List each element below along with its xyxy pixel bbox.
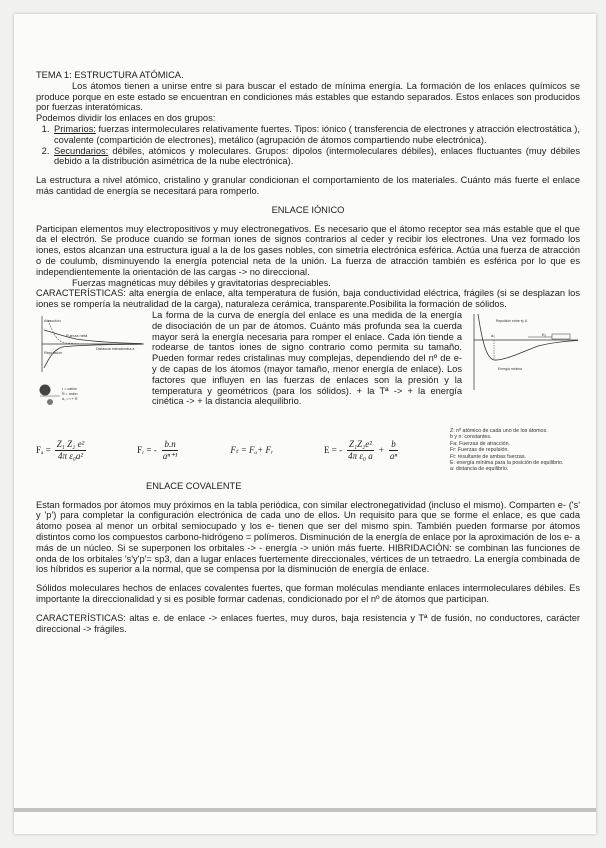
formula-e-den2: aⁿ [389,450,398,461]
formula-fr [137,439,179,462]
formula-row [36,428,580,473]
ionic-characteristics: CARACTERÍSTICAS: alta energía de enlace, alta temperatura de fusión, baja conductividad eléctrica, frágiles (si se desplazan los iones se rompería la neutralidad de la carga), naturaleza cerámica, transparente.Posibilita la formación de sólidos. [36,288,580,310]
ionic-paragraph-1: Participan elementos muy electropositivos y muy electronegativos. Es necesario que el átomo receptor sea más estable que el que da el electrón. Se produce cuando se forman iones de signos contrarios al ceder y recibir los electrones. Una vez formado los iones, estos alcanzan una estructura igual a la de los gases nobles, con simetría electrónica esférica. Actúa una fuerza de atracción o de coulumb, disminuyendo la energía potencial neta de la unión. La fuerza de atracción también es esférica por lo que es independientemente la orientación de las cargas -> no direccional. [36,223,580,277]
figure-label-net-force: Fuerza neta [66,332,88,338]
group-text: fuerzas intermoleculares relativamente fuertes. Tipos: iónico ( transferencia de electrones y atracción electrostática ), covalente (compartición de electrones), metálico (agrupación de átomos compartiendo nube electrónica). [54,123,580,145]
document-body [36,70,580,634]
formula-fr-lhs: Fᵣ = - [137,444,157,455]
covalent-paragraph-2: Sólidos moleculares hechos de enlaces covalentes fuertes, que forman moléculas mendiante enlaces intermoleculares débiles. Es importante la direccionalidad y si es posible formar cadenas, condicionado por el nº de átomos que participan. [36,583,580,604]
formula-ft [230,445,273,456]
formula-ft-text: Fₜ = Fₐ+ Fᵣ [230,444,274,455]
legend-line: a: distancia de equilibrio. [449,466,509,473]
formula-fr-den: aⁿ⁺¹ [162,450,178,461]
legend-sum: a₀ = r + R [62,396,78,401]
page-title: TEMA 1: ESTRUCTURA ATÓMICA. [36,70,184,80]
formula-fr-num: b.n [164,439,176,450]
legend-line: Z: nº atómico de cada uno de los átomos. [449,427,548,434]
bottom-divider [14,808,596,812]
energy-label-a0: a₀ [491,332,495,338]
covalent-characteristics: CARACTERÍSTICAS: altas e. de enlace -> enlaces fuertes, muy duros, baja resistencia y Tª de fusión, no conductores, carácter direccional -> frágiles. [36,612,580,634]
list-item [52,146,580,168]
structure-paragraph: La estructura a nivel atómico, cristalino y granular condicionan el comportamiento de los materiales. Cuánto más fuerte el enlace más cantidad de energía se necesitará para romperlo. [36,175,580,196]
covalent-heading: ENLACE COVALENTE [146,480,242,491]
cation-circle [47,399,53,405]
groups-list [36,124,580,167]
formula-e-den: 4π ε₀ a [348,450,373,461]
group-label: Primarios: [54,123,96,134]
formula-fa-num: Z₁ Z₂ e² [56,439,85,450]
ionic-energy-paragraph: La forma de la curva de energía del enlace es una medida de la energía de disociación de un par de átomos. Cuánto más profunda sea la cuerda mayor será la energía necesaria para romper el enlace. Cada ión tiende a rodearse de tantos iones de signo contrario como permita su tamaño. Pueden formar redes cristalinas muy complejas, dependiendo del nº de e- y de capas de los átomos (mayor tamaño, menor energía de enlace). Los factores que influyen en las fuerzas de enlaces son la presión y la temperatura y geométricos (para los sólidos). + la Tª -> + la energía cinética -> + la distancia alequilibrio. [152,309,462,407]
figure-label-distance: Distancia interatómica a [96,346,135,351]
formula-fa-den: 4π ε₀a² [57,450,84,461]
ionic-paragraph-2: Fuerzas magnéticas muy débiles y gravitatorias despreciables. [72,277,331,288]
formula-e [324,439,399,462]
legend-line: Ft: resultante de ambas fuerzas. [449,453,526,460]
energy-label-e0: E₀ [542,331,547,337]
formula-e-lhs: E = - [324,444,343,455]
ionic-figure-row [36,310,580,418]
legend-line: E: energía mínima para la posición de equilibrio. [449,459,564,466]
formula-e-num2: b [391,439,396,450]
formula-fa [36,439,86,462]
anion-circle [40,384,51,395]
legend-line: Fa: Fuerzas de atracción. [449,440,511,447]
document-page [14,14,596,834]
force-curve-figure [36,310,146,418]
intro-paragraph: Los átomos tienen a unirse entre si para buscar el estado de mínima energía. La formación de los enlaces químicos se produce porque en este estado se encuentran en condiciones más estables que estando separados. Estos enlaces son producidos por fuerzas interatómicas. [36,80,580,113]
legend-anion: R = anión [62,391,78,396]
energy-curve-figure [468,310,580,396]
groups-intro: Podemos dividir los enlaces en dos grupos: [36,113,216,124]
legend-cation: r = catión [62,386,77,391]
legend-line: b y n: constantes. [449,434,492,441]
group-label: Secundarios: [54,145,109,156]
formula-e-num: Z₁Z₂e² [348,439,372,450]
covalent-paragraph-1: Estan formados por átomos muy próximos en la tabla periódica, con similar electronegatividad (incluso el mismo). Comparten e- ('s' y 'p') para completar la configuración electrónica de cada uno de ellos. Un requisito para que se forme el enlace, es que cada átomo posea al menor un orbital semiocupado y los e- tienen que ser del mismo spin. También pueden formarse por átomos distintos como los compuestos carbono-hidrógeno = polímeros. Disminución de la energía de enlace por la aproximación de los e- a más de un núcleo. Si se superponen los orbitales -> - energía -> unión más fuerte. HIBRIDACIÓN: se combinan las funciones de onda de los orbitales 's'y'p'= sp3, dan a lugar enlaces fuertemente direccionales, vértices de un tetraedro. La energía combinada de los híbridos es superior a la normal, que se compensa por la disminución de energía de enlace. [36,499,580,575]
list-item [52,124,580,146]
ionic-heading: ENLACE IÓNICO [271,204,345,215]
group-text: débiles, atómicos y moleculares. Grupos: dipolos (intermoleculares débiles), enlaces fluctuantes (muy débiles debido a la distribución asimétrica de la nube electrónica). [54,145,580,167]
formula-e-plus: + [378,444,384,455]
legend-line: Fr: Fuerzas de repulsión. [449,447,509,454]
energy-label-repulsion: Repulsión entre ej. A [496,318,528,323]
formula-fa-lhs: Fₐ = [36,444,51,455]
figure-label-repulsion: Repulsión [44,349,62,355]
energy-label-min: Energía mínima [498,366,522,371]
formula-legend [450,428,580,473]
figure-label-attraction: Atracción [44,317,61,323]
